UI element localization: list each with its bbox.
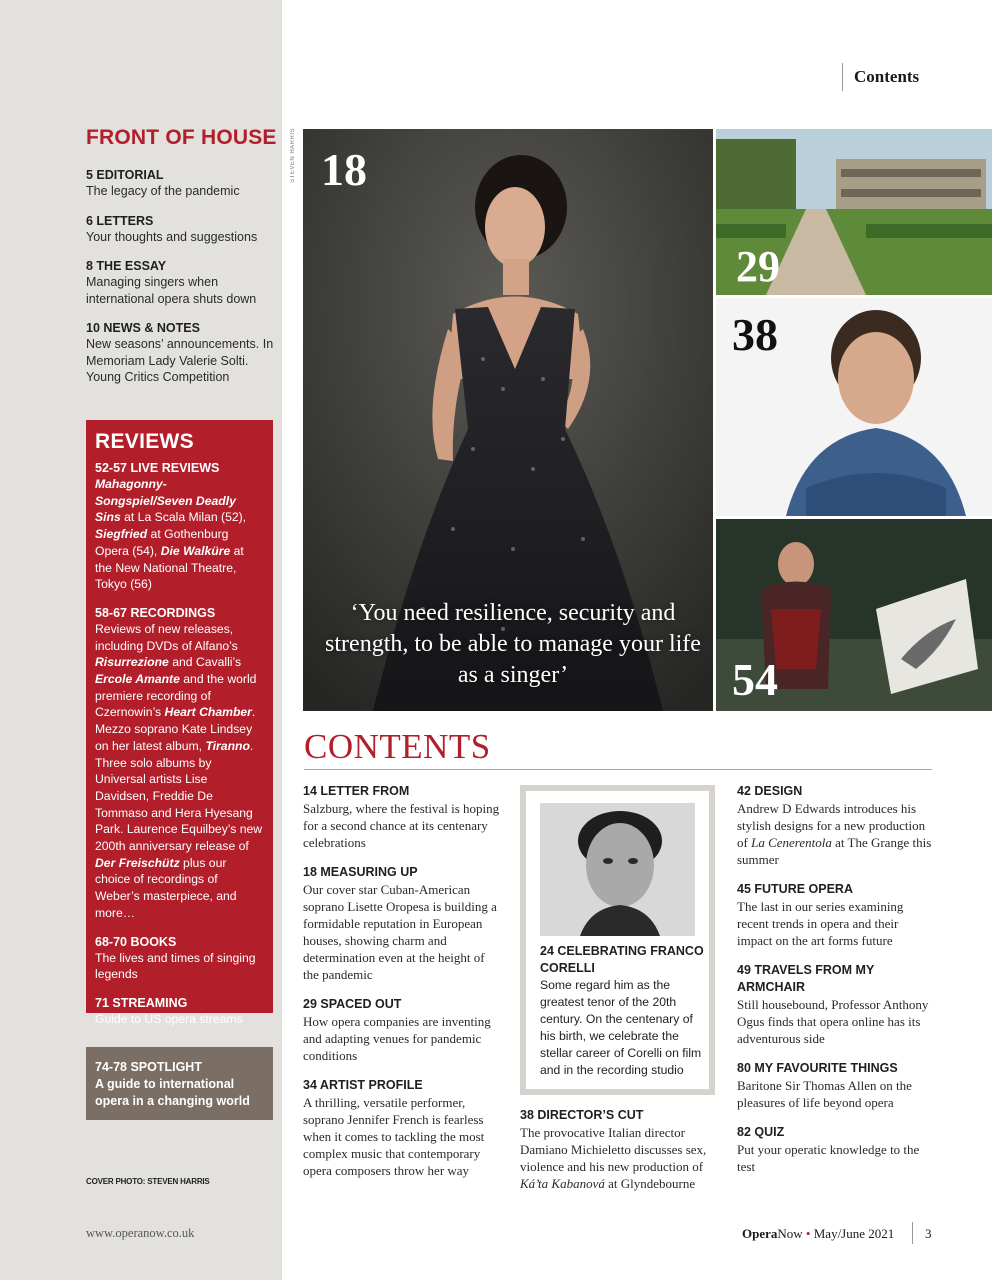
- item-heading: 8 THE ESSAY: [86, 259, 167, 273]
- item-heading: 68-70 BOOKS: [95, 934, 177, 949]
- list-item[interactable]: [737, 962, 933, 1047]
- item-description: The last in our series examining recent trends in opera and their impact on the art forms future: [737, 899, 904, 948]
- spotlight-panel[interactable]: [86, 1047, 273, 1120]
- issue-date: May/June 2021: [813, 1226, 895, 1241]
- item-heading: 29 SPACED OUT: [303, 997, 402, 1011]
- corelli-portrait: [540, 803, 695, 936]
- contents-column-1: [303, 783, 503, 1192]
- item-description: Still housebound, Professor Anthony Ogus finds that opera online has its adventurous side: [737, 997, 929, 1046]
- item-description: [737, 800, 933, 868]
- item-heading: 82 QUIZ: [737, 1125, 785, 1139]
- item-description: The lives and times of singing legends: [95, 950, 256, 982]
- item-heading: 71 STREAMING: [95, 995, 188, 1010]
- item-description: How opera companies are inventing and adapting venues for pandemic conditions: [303, 1014, 491, 1063]
- item-heading: 52-57 LIVE REVIEWS: [95, 461, 220, 475]
- front-of-house-title: FRONT OF HOUSE: [86, 126, 277, 149]
- list-item[interactable]: [737, 1124, 933, 1175]
- title-italic: Tiranno: [205, 738, 250, 753]
- list-item[interactable]: [303, 996, 503, 1064]
- list-item[interactable]: [303, 864, 503, 983]
- title-italic: Mahagonny-Songspiel/Seven Deadly Sins: [95, 477, 236, 525]
- item-heading: 10 NEWS & NOTES: [86, 321, 200, 335]
- list-item[interactable]: [303, 1077, 503, 1179]
- list-item[interactable]: [86, 320, 276, 386]
- page-number-badge: 54: [732, 654, 778, 705]
- item-description: A thrilling, versatile performer, soprano Jennifer French is fearless when it comes to tackling the most complex music that contemporary opera composers throw her way: [303, 1095, 485, 1178]
- item-heading: 45 FUTURE OPERA: [737, 882, 853, 896]
- stage-photo[interactable]: [716, 519, 992, 711]
- item-heading: 14 LETTER FROM: [303, 784, 410, 798]
- contents-column-3: [737, 783, 933, 1188]
- directors-cut-item[interactable]: [520, 1107, 720, 1205]
- item-heading: 5 EDITORIAL: [86, 168, 164, 182]
- item-description: [95, 621, 264, 922]
- spotlight-text: A guide to international opera in a changing world: [95, 1077, 250, 1108]
- text-span: Andrew D Edwards introduces his stylish designs for a new production of: [737, 801, 926, 850]
- list-item[interactable]: [737, 783, 933, 868]
- text-span: plus our choice of recordings of Weber’s masterpiece, and more…: [95, 855, 237, 920]
- title-italic: Die Walküre: [160, 543, 231, 558]
- contents-heading: CONTENTS: [304, 727, 491, 766]
- text-span: at The Grange this summer: [737, 835, 932, 867]
- item-heading: 80 MY FAVOURITE THINGS: [737, 1061, 898, 1075]
- item-heading: 38 DIRECTOR’S CUT: [520, 1108, 644, 1122]
- item-heading: 58-67 RECORDINGS: [95, 605, 216, 620]
- item-description: Some regard him as the greatest tenor of the 20th century. On the centenary of his birth, we celebrate the stellar career of Corelli on film and in the recording studio: [540, 978, 702, 1077]
- director-photo[interactable]: [716, 298, 992, 516]
- page-number-badge: 29: [736, 242, 780, 291]
- text-span: . Mezzo soprano Kate Lindsey on her latest album,: [95, 705, 256, 753]
- live-reviews-item[interactable]: [95, 460, 264, 593]
- photo-credit: STEVEN HARRIS: [290, 128, 296, 183]
- corelli-feature-box[interactable]: [520, 785, 715, 1095]
- website-link[interactable]: www.operanow.co.uk: [86, 1226, 195, 1240]
- title-italic: La Cenerentola: [751, 835, 832, 850]
- title-italic: Risurrezione: [95, 655, 169, 670]
- recordings-item[interactable]: [95, 605, 264, 922]
- item-heading: 42 DESIGN: [737, 784, 803, 798]
- header-divider: [842, 63, 843, 91]
- bullet-separator: •: [805, 1226, 811, 1241]
- item-heading: 34 ARTIST PROFILE: [303, 1078, 423, 1092]
- text-span: and the world premiere recording of Czernowin’s: [95, 672, 257, 720]
- magazine-name-now: Now: [777, 1226, 803, 1241]
- item-description: The legacy of the pandemic: [86, 184, 240, 198]
- corelli-text: [540, 943, 705, 1079]
- item-description: Baritone Sir Thomas Allen on the pleasures of life beyond opera: [737, 1078, 912, 1110]
- text-span: at the New National Theatre, Tokyo (56): [95, 543, 244, 592]
- page-number: 3: [925, 1226, 932, 1241]
- sidebar: [0, 0, 282, 1280]
- title-italic: Heart Chamber: [164, 705, 252, 720]
- item-description: Your thoughts and suggestions: [86, 229, 258, 244]
- spotlight-heading: 74-78 SPOTLIGHT: [95, 1060, 202, 1074]
- title-italic: Ercole Amante: [95, 672, 180, 687]
- item-description: [95, 476, 264, 593]
- cover-photo-credit: COVER PHOTO: STEVEN HARRIS: [86, 1177, 210, 1186]
- front-of-house-list: [86, 167, 276, 399]
- reviews-panel: [86, 420, 273, 1026]
- item-heading: 24 CELEBRATING FRANCO CORELLI: [540, 944, 704, 975]
- item-heading: 6 LETTERS: [86, 213, 154, 228]
- title-italic: Siegfried: [95, 527, 148, 542]
- page-title: Contents: [854, 67, 920, 86]
- list-item[interactable]: [737, 1060, 933, 1111]
- contents-divider: [304, 769, 932, 770]
- item-description: Managing singers when international opera shuts down: [86, 275, 257, 306]
- text-span: and Cavalli’s: [168, 655, 242, 670]
- text-span: at La Scala Milan (52),: [120, 510, 247, 525]
- garden-photo[interactable]: [716, 129, 992, 295]
- title-italic: Ká’ta Kabanová: [520, 1176, 605, 1191]
- item-description: [520, 1124, 720, 1192]
- text-span: . Three solo albums by Universal artists Lise Davidsen, Freddie De Tommaso and Hera Hyesang Park. Laurence Equilbey’s new 200th anniversary release of: [95, 738, 263, 854]
- reviews-title: REVIEWS: [95, 430, 194, 453]
- item-heading: 18 MEASURING UP: [303, 865, 418, 879]
- list-item[interactable]: [86, 167, 276, 200]
- list-item[interactable]: [737, 881, 933, 949]
- footer-divider: [912, 1222, 913, 1244]
- page-number-badge: 38: [732, 309, 778, 360]
- text-span: at Glyndebourne: [604, 1176, 696, 1191]
- item-description: New seasons’ announcements. In Memoriam Lady Valerie Solti. Young Critics Competition: [86, 337, 274, 384]
- title-italic: Der Freischütz: [95, 855, 180, 870]
- list-item[interactable]: [86, 258, 276, 307]
- item-description: Our cover star Cuban-American soprano Lisette Oropesa is building a formidable reputation in European houses, showing charm and determination even at the height of the pandemic: [303, 882, 497, 982]
- text-span: Reviews of new releases, including DVDs of Alfano’s: [95, 621, 238, 653]
- streaming-item[interactable]: [95, 995, 264, 1028]
- books-item[interactable]: [95, 934, 264, 983]
- list-item[interactable]: [303, 783, 503, 851]
- text-span: The provocative Italian director Damiano Michieletto discusses sex, violence and his new production of: [520, 1125, 707, 1174]
- item-heading: 49 TRAVELS FROM MY ARMCHAIR: [737, 963, 875, 994]
- pull-quote: ‘You need resilience, security and strength, to be able to manage your life as a singer’: [325, 600, 701, 688]
- list-item[interactable]: [86, 213, 276, 246]
- item-description: Put your operatic knowledge to the test: [737, 1142, 920, 1174]
- footer-magazine-issue: [742, 1226, 894, 1242]
- item-description: Guide to US opera streams: [95, 1011, 243, 1026]
- item-description: Salzburg, where the festival is hoping for a second chance at its centenary celebrations: [303, 801, 500, 850]
- magazine-name-opera: Opera: [742, 1226, 778, 1241]
- corelli-photo: [540, 803, 695, 936]
- text-span: at Gothenburg Opera (54),: [95, 527, 229, 558]
- page-number-badge: 18: [321, 144, 367, 195]
